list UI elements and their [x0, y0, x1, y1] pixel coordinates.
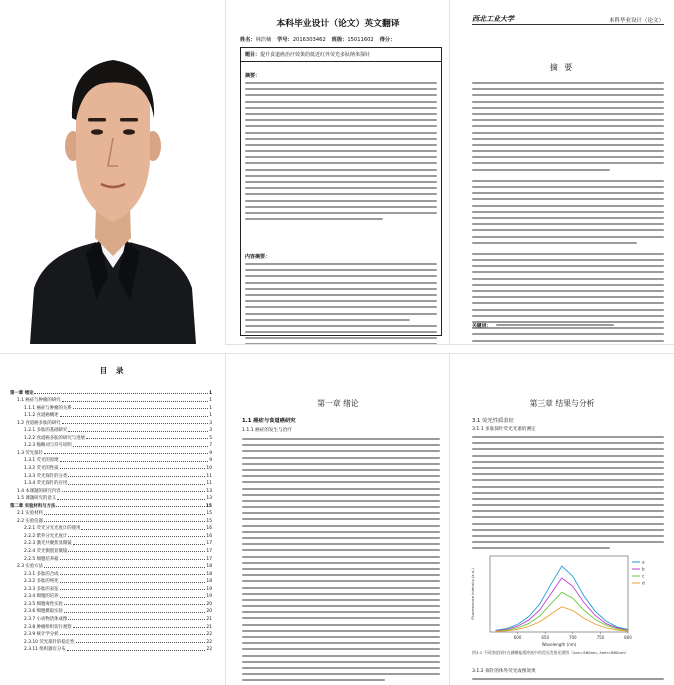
toc-entry[interactable]: [10, 403, 212, 411]
abstract-page: [450, 0, 674, 344]
toc-entry[interactable]: [10, 562, 212, 570]
toc-entry[interactable]: [10, 463, 212, 471]
toc-page-number: 21: [206, 624, 212, 630]
series-line-d: [496, 607, 629, 632]
toc-leader-dots: [62, 423, 209, 424]
toc-entry-label: 第一章 绪论: [10, 390, 34, 396]
toc-page-number: 15: [205, 503, 212, 509]
toc-page-number: 15: [206, 518, 212, 524]
toc-entry[interactable]: [10, 645, 212, 653]
toc-entry-label: 2.1 实验材料: [17, 511, 43, 517]
toc-entry-label: 1.5 课题研究的意义: [17, 496, 57, 502]
toc-page-number: 11: [206, 481, 212, 487]
toc-leader-dots: [64, 604, 205, 605]
toc-page-number: 7: [209, 443, 212, 449]
toc-entry-label: 2.3.1 多肽的合成: [24, 571, 59, 577]
toc-leader-dots: [60, 559, 206, 560]
toc-page-number: 20: [206, 609, 212, 615]
x-tick-label: 750: [596, 635, 605, 640]
toc-entry-label: 2.3.3 多肽的表征: [24, 586, 59, 592]
chapter-title: 第三章 结果与分析: [529, 399, 595, 408]
toc-page-number: 11: [206, 473, 212, 479]
toc-entry-label: 第二章 实验材料与方法: [10, 503, 56, 509]
section-heading: 3.1 荧光性质表征: [472, 418, 514, 424]
toc-entry[interactable]: [10, 388, 212, 396]
plot-frame: [490, 556, 628, 632]
toc-entry-label: 2.2.4 荧光倒置显微镜: [24, 549, 68, 555]
toc-page: [0, 354, 226, 685]
toc-page-number: 22: [206, 639, 212, 645]
subsection-heading: 1.1.1 癌症的发生与治疗: [242, 428, 292, 433]
toc-page-number: 21: [206, 616, 212, 622]
toc-entry-label: 2.2.3 激光共聚焦显微镜: [24, 541, 72, 547]
toc-entry[interactable]: [10, 479, 212, 487]
toc-page-number: 3: [209, 420, 212, 426]
toc-leader-dots: [60, 589, 206, 590]
keywords-label: 关键词：: [472, 324, 492, 329]
toc-entry[interactable]: [10, 592, 212, 600]
subject-line: 题目：提升食道癌治疗效果的低近红外荧光多肽纳米探针: [245, 52, 371, 58]
portrait-illustration: [0, 0, 226, 344]
toc-leader-dots: [76, 642, 206, 643]
toc-entry[interactable]: [10, 630, 212, 638]
subsection-heading: 3.1.1 多肽探针荧光光谱的测定: [472, 427, 536, 432]
toc-leader-dots: [44, 521, 205, 522]
toc-entry-label: 1.3.1 荧光的原理: [24, 458, 59, 464]
toc-entry[interactable]: [10, 622, 212, 630]
toc-leader-dots: [60, 582, 206, 583]
toc-leader-dots: [57, 499, 205, 500]
toc-leader-dots: [64, 612, 205, 613]
x-tick-label: 700: [568, 635, 577, 640]
translation-box: [240, 47, 442, 336]
toc-page-number: 19: [206, 586, 212, 592]
toc-page-number: 20: [206, 601, 212, 607]
chapter1-page: [226, 354, 450, 685]
toc-leader-dots: [68, 619, 205, 620]
toc-entry-label: 2.3.7 小动物活体成像: [24, 616, 68, 622]
score-field: 得分：: [379, 37, 396, 43]
chapter-title: 第一章 绪论: [317, 399, 359, 408]
series-line-b: [496, 578, 629, 631]
toc-entry-label: 2.3.8 肿瘤组织切片观察: [24, 624, 72, 630]
translation-page: [226, 0, 450, 344]
toc-page-number: 1: [209, 398, 212, 404]
legend-label-a: a: [642, 559, 645, 565]
toc-entry[interactable]: [10, 471, 212, 479]
page-title: 本科毕业设计（论文）英文翻译: [276, 19, 400, 29]
toc-page-number: 22: [206, 647, 212, 653]
toc-entry-label: 1.1.1 癌症与肿瘤的关系: [24, 405, 72, 411]
toc-page-number: 18: [206, 579, 212, 585]
toc-page-number: 18: [206, 564, 212, 570]
toc-entry-label: 1.3.2 荧光的性质: [24, 466, 59, 472]
toc-entry[interactable]: [10, 418, 212, 426]
toc-entry[interactable]: [10, 396, 212, 404]
toc-page-number: 5: [209, 435, 212, 441]
toc-leader-dots: [56, 506, 204, 507]
toc-entry[interactable]: [10, 411, 212, 419]
toc-page-number: 3: [209, 428, 212, 434]
toc-leader-dots: [34, 393, 207, 394]
x-tick-label: 600: [513, 635, 522, 640]
toc-entry-label: 1.2.2 食道癌多肽的研究与进展: [24, 435, 85, 441]
toc-entry[interactable]: [10, 426, 212, 434]
toc-leader-dots: [44, 453, 208, 454]
toc-entry[interactable]: [10, 501, 212, 509]
toc-leader-dots: [60, 574, 206, 575]
toc-entry[interactable]: [10, 486, 212, 494]
toc-entry-label: 1.3 荧光探针: [17, 450, 43, 456]
toc-leader-dots: [60, 634, 206, 635]
toc-entry-label: 2.3.10 荧光探针的稳定性: [24, 639, 75, 645]
toc-leader-dots: [62, 491, 206, 492]
toc-entry-label: 1.2.3 缩略词与符号说明: [24, 443, 72, 449]
portrait-photo: [0, 0, 226, 344]
page-header: [472, 12, 664, 25]
toc-entry-label: 2.2.1 荧光分光光度计的使用: [24, 526, 81, 532]
x-axis-label: Wavelength (nm): [541, 642, 577, 647]
toc-page-number: 13: [206, 496, 212, 502]
x-tick-label: 800: [624, 635, 632, 640]
toc-leader-dots: [68, 551, 205, 552]
toc-page-number: 17: [206, 556, 212, 562]
toc-entry-label: 2.3.6 细胞摄取实验: [24, 609, 63, 615]
toc-page-number: 1: [208, 390, 212, 396]
toc-leader-dots: [60, 597, 206, 598]
toc-entry-label: 2.3.11 组织器官分布: [24, 647, 66, 653]
chapter3-text-2: [472, 678, 664, 684]
y-axis-label: Fluorescence Intensity (a.u.): [471, 568, 475, 620]
toc-leader-dots: [67, 650, 206, 651]
toc-entry[interactable]: [10, 584, 212, 592]
toc-leader-dots: [68, 536, 205, 537]
abstract-text: [472, 82, 664, 344]
toc-entry[interactable]: [10, 569, 212, 577]
toc-leader-dots: [60, 468, 206, 469]
toc-page-number: 17: [206, 549, 212, 555]
series-line-a: [496, 566, 629, 630]
toc-entry[interactable]: [10, 509, 212, 517]
toc-leader-dots: [62, 401, 209, 402]
toc-entry-label: 2.2.2 紫外分光光度计: [24, 533, 68, 539]
toc-entry-label: 1.3.4 荧光探针的应用: [24, 481, 68, 487]
toc-entry[interactable]: [10, 494, 212, 502]
legend-label-d: d: [642, 580, 645, 586]
fluorescence-spectrum-chart: [468, 552, 664, 648]
toc-entry[interactable]: [10, 516, 212, 524]
toc-leader-dots: [73, 446, 209, 447]
toc-leader-dots: [60, 461, 209, 462]
toc-page-number: 15: [206, 511, 212, 517]
toc-page-number: 9: [209, 450, 212, 456]
toc-entry-label: 1.2.1 多肽的基础研究: [24, 428, 68, 434]
toc-leader-dots: [81, 529, 205, 530]
summary-heading: 摘要：: [245, 73, 261, 79]
toc-entry-label: 1.1 癌症与肿瘤的研究: [17, 398, 61, 404]
toc-page-number: 17: [206, 541, 212, 547]
toc-leader-dots: [44, 514, 205, 515]
toc-page-number: 13: [206, 488, 212, 494]
abstract-title: 摘 要: [549, 63, 575, 72]
toc-entry-label: 2.3.4 细胞的培养: [24, 594, 59, 600]
toc-entry[interactable]: [10, 607, 212, 615]
toc-leader-dots: [44, 567, 205, 568]
toc-entry-label: 1.3.3 荧光探针的分类: [24, 473, 68, 479]
content-heading: 内容摘要：: [245, 254, 271, 260]
toc-title: 目 录: [99, 366, 127, 375]
chapter3-text: [472, 436, 664, 554]
toc-page-number: 10: [206, 466, 212, 472]
toc-leader-dots: [73, 627, 206, 628]
chapter3-page: [450, 354, 674, 685]
toc-page-number: 22: [206, 632, 212, 638]
toc-entry-label: 2.3.2 多肽的纯化: [24, 579, 59, 585]
toc-leader-dots: [86, 438, 208, 439]
toc-leader-dots: [68, 431, 208, 432]
toc-entry-label: 2.2 实验仪器: [17, 518, 43, 524]
toc-page-number: 9: [209, 458, 212, 464]
figure-caption: 图3-1 不同浓度探针在磷酸盐缓冲液中的荧光发射光谱图（λex=560nm, λem=680nm）: [472, 650, 629, 655]
student-info: [240, 36, 440, 43]
toc-page-number: 19: [206, 594, 212, 600]
content-text: [245, 263, 437, 344]
toc-entry[interactable]: [10, 554, 212, 562]
subsection-heading-2: 3.1.2 探针的体外荧光成像效果: [472, 669, 536, 674]
toc-page-number: 16: [206, 526, 212, 532]
toc-leader-dots: [73, 408, 209, 409]
toc-entry[interactable]: [10, 524, 212, 532]
toc-entry[interactable]: [10, 531, 212, 539]
section-heading: 1.1 癌症与食道癌研究: [242, 418, 296, 424]
toc-entry-label: 1.2 食道癌多肽的研究: [17, 420, 61, 426]
toc-entry-label: 2.2.5 细胞培养箱: [24, 556, 59, 562]
student-id-field: 学号：2016303462: [277, 37, 326, 43]
class-field: 班级：15011602: [331, 37, 374, 43]
keywords-text: [496, 324, 614, 330]
toc-entry-label: 1.1.2 食道癌概述: [24, 413, 59, 419]
toc-entry-label: 1.4 本课题的研究内容: [17, 488, 61, 494]
toc-entry[interactable]: [10, 577, 212, 585]
university-logo-text: 西北工业大学: [472, 14, 514, 23]
toc-entry[interactable]: [10, 599, 212, 607]
toc-entry[interactable]: [10, 433, 212, 441]
toc-page-number: 18: [206, 571, 212, 577]
legend-label-b: b: [642, 566, 645, 572]
name-field: 姓名：林浩楠: [240, 37, 272, 43]
toc-entry[interactable]: [10, 614, 212, 622]
x-tick-label: 650: [541, 635, 550, 640]
summary-text: [245, 82, 437, 224]
toc-page-number: 1: [209, 405, 212, 411]
toc-page-number: 16: [206, 533, 212, 539]
toc-entry[interactable]: [10, 539, 212, 547]
toc-leader-dots: [68, 484, 205, 485]
toc-leader-dots: [73, 544, 206, 545]
toc-page-number: 1: [209, 413, 212, 419]
toc-entry[interactable]: [10, 637, 212, 645]
chapter1-text: [242, 438, 440, 685]
toc-entry[interactable]: [10, 448, 212, 456]
legend-label-c: c: [642, 573, 645, 579]
toc-leader-dots: [68, 476, 205, 477]
toc-entry-label: 2.3 实验方法: [17, 564, 43, 570]
toc-entry[interactable]: [10, 456, 212, 464]
toc-leader-dots: [60, 416, 209, 417]
toc-list: [10, 388, 212, 652]
thesis-header: 本科毕业设计（论文）: [608, 18, 664, 24]
toc-entry-label: 2.3.9 统计学分析: [24, 632, 59, 638]
toc-entry[interactable]: [10, 441, 212, 449]
toc-entry[interactable]: [10, 546, 212, 554]
toc-entry-label: 2.3.5 细胞毒性实验: [24, 601, 63, 607]
